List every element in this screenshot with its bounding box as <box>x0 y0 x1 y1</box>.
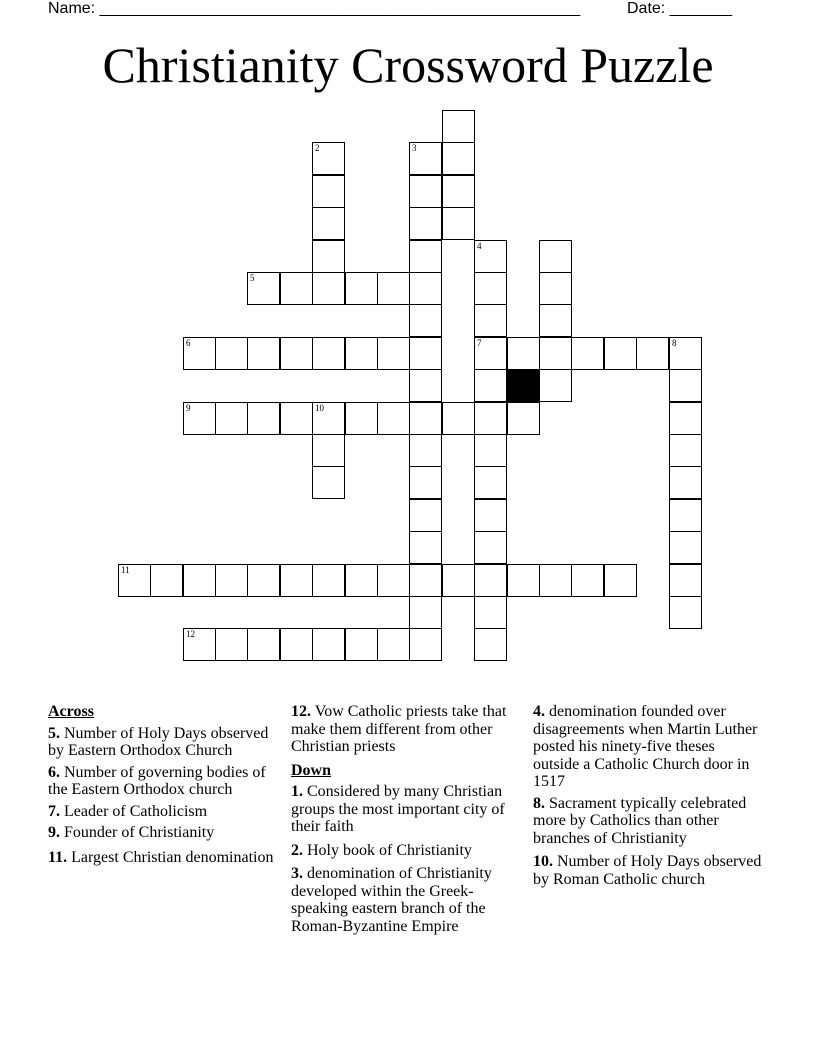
clue-text: Number of governing bodies of the Eastern Orthodox church <box>48 763 266 798</box>
grid-cell[interactable] <box>409 434 442 467</box>
grid-cell[interactable] <box>571 564 604 597</box>
clue-text: Sacrament typically celebrated more by Catholics than other branches of Christianity <box>533 794 747 847</box>
grid-cell[interactable] <box>442 142 475 175</box>
grid-cell[interactable] <box>669 564 702 597</box>
grid-cell[interactable] <box>312 175 345 208</box>
clue-text: Considered by many Christian groups the most important city of their faith <box>291 783 505 835</box>
clue-down-1 <box>291 783 521 836</box>
grid-cell[interactable] <box>215 564 248 597</box>
grid-cell[interactable] <box>442 175 475 208</box>
grid-cell[interactable] <box>280 564 313 597</box>
grid-cell[interactable] <box>539 369 572 402</box>
clue-text: Vow Catholic priests take that make them different from other Christian priests <box>291 703 507 755</box>
clue-down-2 <box>291 842 521 860</box>
grid-cell[interactable] <box>280 402 313 435</box>
grid-cell[interactable] <box>409 337 442 370</box>
clue-number: 2. <box>291 841 303 859</box>
clue-number: 9. <box>48 824 60 841</box>
clue-number: 12. <box>291 703 311 720</box>
grid-cell[interactable] <box>247 628 280 661</box>
grid-cell[interactable] <box>474 337 507 370</box>
clue-number-label: 8 <box>672 338 677 348</box>
grid-cell[interactable] <box>183 564 216 597</box>
grid-cell[interactable] <box>409 369 442 402</box>
clue-number: 11. <box>48 848 68 866</box>
grid-cell[interactable] <box>409 628 442 661</box>
clue-text: denomination of Christianity developed within the Greek-speaking eastern branch of the Roman-Byzantine Empire <box>291 865 492 935</box>
clue-number-label: 11 <box>121 565 130 575</box>
clue-text: denomination founded over disagreements when Martin Luther posted his ninety-five theses outside a Catholic Church door in 1517 <box>533 703 758 790</box>
grid-cell[interactable] <box>442 207 475 240</box>
page-title: Christianity Crossword Puzzle <box>102 37 714 93</box>
grid-cell[interactable] <box>474 369 507 402</box>
grid-cell[interactable] <box>409 207 442 240</box>
grid-cell[interactable] <box>474 596 507 629</box>
clue-across-6 <box>48 764 278 799</box>
clue-across-5 <box>48 725 278 760</box>
grid-cell[interactable] <box>474 628 507 661</box>
grid-cell[interactable] <box>183 337 216 370</box>
grid-cell[interactable] <box>312 207 345 240</box>
clue-number: 7. <box>48 802 60 820</box>
grid-cell[interactable] <box>409 240 442 273</box>
clue-number-label: 12 <box>186 629 195 639</box>
grid-cell[interactable] <box>474 240 507 273</box>
grid-cell[interactable] <box>312 434 345 467</box>
clue-down-8 <box>533 795 763 848</box>
grid-cell[interactable] <box>474 466 507 499</box>
grid-cell[interactable] <box>669 596 702 629</box>
clue-across-7 <box>48 803 278 821</box>
clue-number-label: 6 <box>186 338 191 348</box>
clues-column-2 <box>291 703 521 939</box>
grid-cell[interactable] <box>409 499 442 532</box>
grid-cell[interactable] <box>474 434 507 467</box>
grid-cell[interactable] <box>539 272 572 305</box>
grid-cell[interactable] <box>215 337 248 370</box>
down-heading: Down <box>291 761 332 779</box>
grid-cell[interactable] <box>507 337 540 370</box>
grid-cell[interactable] <box>377 628 410 661</box>
grid-cell[interactable] <box>539 240 572 273</box>
grid-cell[interactable] <box>312 564 345 597</box>
grid-cell[interactable] <box>539 337 572 370</box>
grid-cell[interactable] <box>539 304 572 337</box>
clue-number: 1. <box>291 783 303 800</box>
grid-cell[interactable] <box>247 337 280 370</box>
grid-cell[interactable] <box>409 466 442 499</box>
grid-cell[interactable] <box>507 564 540 597</box>
clues-column-3 <box>533 703 763 892</box>
clue-text: Number of Holy Days observed by Roman Catholic church <box>533 853 762 888</box>
name-field-label: Name: ______________________________________________________ <box>48 0 581 17</box>
grid-cell[interactable] <box>280 628 313 661</box>
clue-across-12 <box>291 703 521 756</box>
grid-cell[interactable] <box>669 369 702 402</box>
grid-cell[interactable] <box>247 402 280 435</box>
grid-cell[interactable] <box>118 564 151 597</box>
grid-cell[interactable] <box>604 564 637 597</box>
grid-cell[interactable] <box>345 402 378 435</box>
clue-text: Leader of Catholicism <box>60 802 208 820</box>
clue-across-9 <box>48 824 278 842</box>
clue-number: 10. <box>533 853 553 870</box>
grid-cell[interactable] <box>409 304 442 337</box>
grid-cell[interactable] <box>312 402 345 435</box>
grid-cell[interactable] <box>377 402 410 435</box>
clue-down-10 <box>533 853 763 888</box>
clue-number: 8. <box>533 794 545 812</box>
grid-cell[interactable] <box>215 402 248 435</box>
clue-text: Holy book of Christianity <box>303 841 472 859</box>
grid-cell[interactable] <box>409 564 442 597</box>
date-field-label: Date: _______ <box>627 0 732 17</box>
grid-cell[interactable] <box>312 628 345 661</box>
clue-text: Founder of Christianity <box>60 824 215 841</box>
clue-text: Largest Christian denomination <box>67 848 274 866</box>
grid-cell[interactable] <box>345 628 378 661</box>
grid-cell[interactable] <box>345 564 378 597</box>
grid-cell[interactable] <box>669 402 702 435</box>
grid-cell[interactable] <box>669 434 702 467</box>
grid-cell[interactable] <box>183 628 216 661</box>
clue-number-label: 10 <box>315 403 324 413</box>
grid-cell[interactable] <box>312 466 345 499</box>
grid-cell[interactable] <box>345 337 378 370</box>
clue-number: 3. <box>291 865 303 882</box>
clue-across-11 <box>48 849 278 867</box>
grid-cell[interactable] <box>636 337 669 370</box>
clue-down-4 <box>533 703 763 791</box>
clue-number: 6. <box>48 763 60 781</box>
grid-cell[interactable] <box>442 564 475 597</box>
grid-cell[interactable] <box>604 337 637 370</box>
grid-cell[interactable] <box>442 110 475 143</box>
grid-cell[interactable] <box>247 564 280 597</box>
grid-cell[interactable] <box>409 402 442 435</box>
grid-cell[interactable] <box>474 499 507 532</box>
clue-number-label: 9 <box>186 403 191 413</box>
grid-cell[interactable] <box>377 337 410 370</box>
grid-cell[interactable] <box>474 402 507 435</box>
grid-cell[interactable] <box>280 337 313 370</box>
clue-number-label: 3 <box>412 143 417 153</box>
grid-cell[interactable] <box>312 272 345 305</box>
grid-cell[interactable] <box>474 272 507 305</box>
grid-cell[interactable] <box>377 564 410 597</box>
clue-number-label: 4 <box>477 241 482 251</box>
grid-cell[interactable] <box>409 175 442 208</box>
grid-cell[interactable] <box>669 466 702 499</box>
grid-cell[interactable] <box>474 564 507 597</box>
grid-cell[interactable] <box>571 337 604 370</box>
grid-cell[interactable] <box>150 564 183 597</box>
grid-cell[interactable] <box>442 402 475 435</box>
clue-number-label: 2 <box>315 143 320 153</box>
clue-number: 5. <box>48 724 60 742</box>
grid-cell[interactable] <box>474 531 507 564</box>
grid-cell[interactable] <box>669 337 702 370</box>
black-cell <box>507 369 540 402</box>
grid-cell[interactable] <box>280 272 313 305</box>
across-heading: Across <box>48 703 94 720</box>
grid-cell[interactable] <box>507 402 540 435</box>
grid-cell[interactable] <box>312 240 345 273</box>
grid-cell[interactable] <box>539 564 572 597</box>
grid-cell[interactable] <box>474 304 507 337</box>
grid-cell[interactable] <box>215 628 248 661</box>
grid-cell[interactable] <box>345 272 378 305</box>
grid-cell[interactable] <box>409 272 442 305</box>
clue-down-3 <box>291 865 521 935</box>
grid-cell[interactable] <box>312 337 345 370</box>
grid-cell[interactable] <box>669 499 702 532</box>
clue-number-label: 7 <box>477 338 482 348</box>
grid-cell[interactable] <box>183 402 216 435</box>
grid-cell[interactable] <box>312 142 345 175</box>
clue-number: 4. <box>533 703 545 720</box>
grid-cell[interactable] <box>377 272 410 305</box>
grid-cell[interactable] <box>247 272 280 305</box>
clue-text: Number of Holy Days observed by Eastern Orthodox Church <box>48 724 269 759</box>
grid-cell[interactable] <box>409 596 442 629</box>
grid-cell[interactable] <box>409 142 442 175</box>
grid-cell[interactable] <box>669 531 702 564</box>
grid-cell[interactable] <box>409 531 442 564</box>
clues-column-1 <box>48 703 278 870</box>
clue-number-label: 5 <box>250 273 255 283</box>
